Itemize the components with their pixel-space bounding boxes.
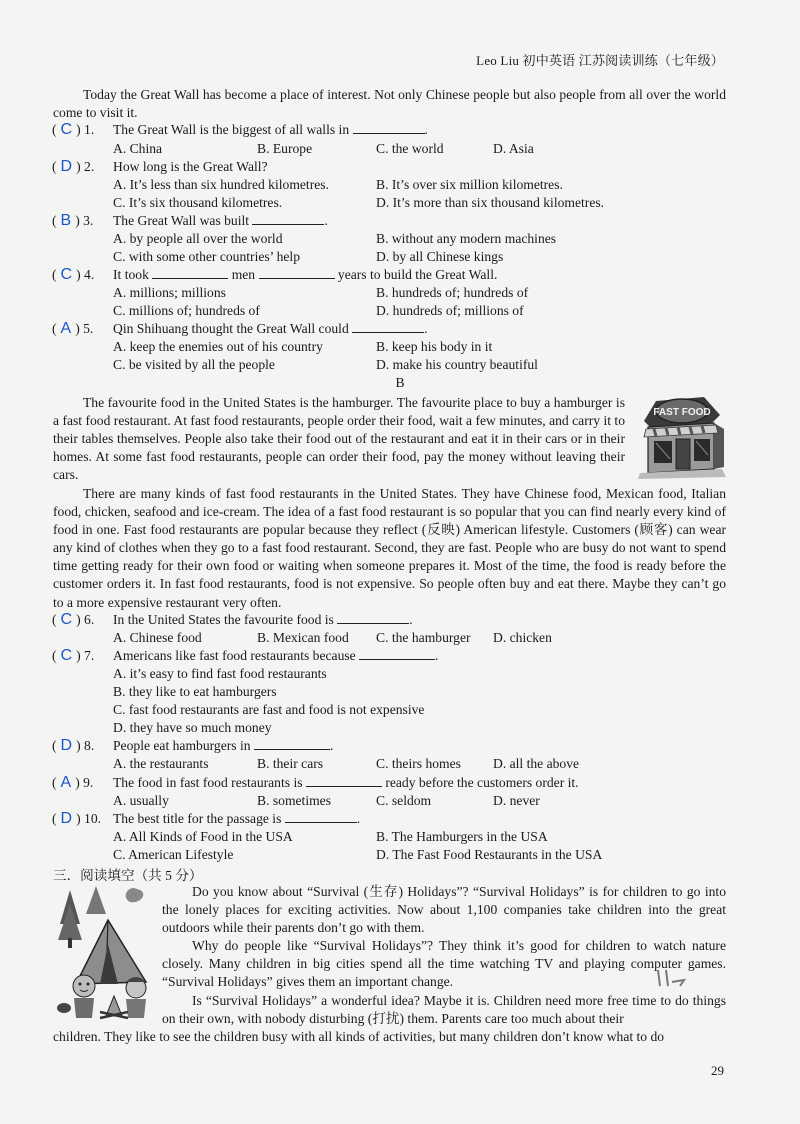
question-3: ( B ) 3. The Great Wall was built .: [52, 212, 328, 229]
option-4d: D. hundreds of; millions of: [376, 303, 524, 318]
answer-1: C: [60, 121, 73, 138]
option-8b: B. their cars: [257, 756, 324, 771]
restaurant-sign-text: FAST FOOD: [653, 407, 711, 418]
option-5a: A. keep the enemies out of his country: [113, 339, 323, 354]
option-8c: C. theirs homes: [376, 756, 461, 771]
passage-b-p2: There are many kinds of fast food restaurants in the United States. They have Chinese food, Mexican food, Italian food, chicken, seafood and ice-cream. The idea of a fast food restaurant is so popular that you can find nearly every kind of food in one. Fast food restaurants are popular because they reflect (反映) American lifestyle. Customers (顾客) can wear any kind of clothes when they go to a fast food restaurant. Second, they are fast. People who are busy do not want to spend time getting ready for their own food or waiting when someone prepares it. Most of the time, the food is ready before the customer orders it. In fast food restaurants, food is not expensive. So people often buy and eat there. Maybe they can’t go to a more expensive restaurant very often.: [53, 486, 726, 610]
answer-10: D: [60, 810, 73, 827]
option-2a: A. It’s less than six hundred kilometres.: [113, 177, 329, 192]
option-7b: B. they like to eat hamburgers: [113, 684, 277, 699]
option-4c: C. millions of; hundreds of: [113, 303, 260, 318]
fast-food-restaurant-illustration: [634, 393, 728, 479]
option-7a: A. it’s easy to find fast food restaurants: [113, 666, 327, 681]
option-7d: D. they have so much money: [113, 720, 272, 735]
question-9: ( A ) 9. The food in fast food restaurants is ready before the customers order it.: [52, 774, 579, 791]
option-1a: A. China: [113, 141, 163, 156]
section-3-p3: Is “Survival Holidays” a wonderful idea? Maybe it is. Children need more free time to do things on their own, with nobody disturbing (打扰) them. Parents care too much about their: [162, 993, 726, 1027]
option-1d: D. Asia: [493, 141, 534, 156]
option-10b: B. The Hamburgers in the USA: [376, 829, 548, 844]
option-9a: A. usually: [113, 793, 169, 808]
section-3-p2: Why do people like “Survival Holidays”? They think it’s good for children to watch nature closely. Many children in big cities spend all the time watching TV and playing computer games. “Survival Holidays” gives them an important change.: [162, 938, 726, 990]
option-4a: A. millions; millions: [113, 285, 226, 300]
option-8a: A. the restaurants: [113, 756, 209, 771]
section-3-title: 三．阅读填空（共 5 分）: [53, 868, 203, 883]
option-6c: C. the hamburger: [376, 630, 471, 645]
answer-5: A: [60, 320, 72, 337]
page-number: 29: [711, 1063, 724, 1078]
section-3-p1: Do you know about “Survival (生存) Holidays”? “Survival Holidays” is for children to go into the lonely places for exciting activities. Now about 1,100 companies take children into the great outdoors while their parents don’t go with them.: [162, 884, 726, 936]
answer-8: D: [60, 737, 73, 754]
option-5b: B. keep his body in it: [376, 339, 493, 354]
option-9d: D. never: [493, 793, 540, 808]
option-1b: B. Europe: [257, 141, 313, 156]
option-1c: C. the world: [376, 141, 444, 156]
answer-4: C: [60, 266, 73, 283]
option-3a: A. by people all over the world: [113, 231, 283, 246]
option-2d: D. It’s more than six thousand kilometres.: [376, 195, 605, 210]
page-header: Leo Liu 初中英语 江苏阅读训练（七年级）: [476, 53, 724, 68]
passage-a-tail: Today the Great Wall has become a place of interest. Not only Chinese people but also people from all over the world come to visit it.: [53, 87, 726, 121]
option-6b: B. Mexican food: [257, 630, 349, 645]
passage-b-p1: The favourite food in the United States is the hamburger. The favourite place to buy a hamburger is a fast food restaurant. At fast food restaurants, people order their food, wait a few minutes, and carry it to their tables themselves. People also take their food out of the restaurant and eat it in their cars or in their homes. At some fast food restaurants, people can order their food, pay the money without leaving their cars.: [53, 395, 625, 483]
section-3-p3-continued: children. They like to see the children busy with all kinds of activities, but many children don’t know what to do: [53, 1029, 665, 1044]
pencil-mark: [654, 968, 688, 990]
camping-kids-illustration: [56, 884, 160, 1020]
option-3b: B. without any modern machines: [376, 231, 557, 246]
option-5c: C. be visited by all the people: [113, 357, 275, 372]
option-9b: B. sometimes: [257, 793, 332, 808]
option-6d: D. chicken: [493, 630, 552, 645]
question-4: ( C ) 4. It took men years to build the Great Wall.: [52, 266, 498, 283]
question-7: ( C ) 7. Americans like fast food restaurants because .: [52, 647, 439, 664]
option-3c: C. with some other countries’ help: [113, 249, 300, 264]
answer-3: B: [60, 212, 72, 229]
section-b-label: B: [395, 375, 405, 390]
answer-7: C: [60, 647, 73, 664]
option-4b: B. hundreds of; hundreds of: [376, 285, 529, 300]
option-2c: C. It’s six thousand kilometres.: [113, 195, 283, 210]
answer-2: D: [60, 158, 73, 175]
question-1: ( C ) 1. The Great Wall is the biggest of all walls in .: [52, 121, 428, 138]
option-10d: D. The Fast Food Restaurants in the USA: [376, 847, 603, 862]
option-5d: D. make his country beautiful: [376, 357, 538, 372]
answer-9: A: [60, 774, 72, 791]
option-6a: A. Chinese food: [113, 630, 202, 645]
option-7c: C. fast food restaurants are fast and food is not expensive: [113, 702, 425, 717]
question-8: ( D ) 8. People eat hamburgers in .: [52, 737, 334, 754]
option-3d: D. by all Chinese kings: [376, 249, 504, 264]
option-2b: B. It’s over six million kilometres.: [376, 177, 563, 192]
option-10a: A. All Kinds of Food in the USA: [113, 829, 293, 844]
answer-6: C: [60, 611, 73, 628]
option-9c: C. seldom: [376, 793, 432, 808]
question-2: ( D ) 2. How long is the Great Wall?: [52, 158, 268, 175]
option-8d: D. all the above: [493, 756, 580, 771]
question-6: ( C ) 6. In the United States the favourite food is .: [52, 611, 413, 628]
question-5: ( A ) 5. Qin Shihuang thought the Great Wall could .: [52, 320, 428, 337]
question-10: ( D ) 10. The best title for the passage is .: [52, 810, 361, 827]
option-10c: C. American Lifestyle: [113, 847, 234, 862]
